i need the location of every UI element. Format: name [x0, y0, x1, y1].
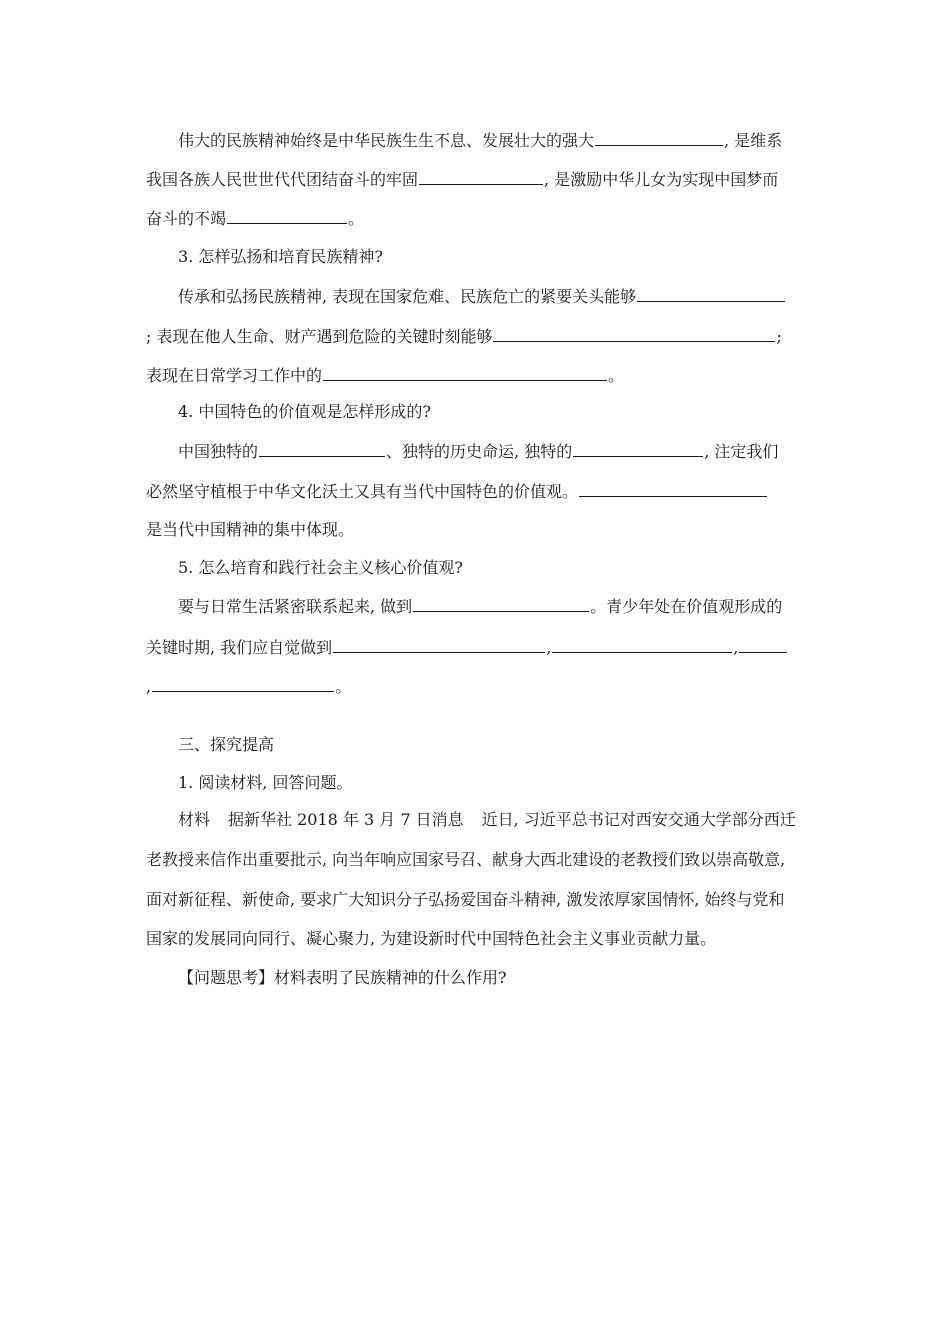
q2-text: 奋斗的不竭: [146, 209, 227, 228]
q3-text: 。: [608, 366, 625, 385]
material-line-1: [178, 808, 796, 832]
answer-blank[interactable]: [493, 323, 775, 342]
q5-line-1: [178, 593, 782, 617]
q3-text: 表现在日常学习工作中的: [146, 366, 323, 385]
q5-text: 。: [335, 677, 352, 696]
q5-line-3: [146, 673, 351, 697]
q5-heading: 5. 怎么培育和践行社会主义核心价值观?: [178, 558, 463, 577]
q4-text: , 注定我们: [704, 442, 779, 461]
q2-text: , 是维系: [724, 131, 783, 150]
answer-blank[interactable]: [323, 362, 607, 381]
answer-blank[interactable]: [637, 283, 785, 302]
question-1: 1. 阅读材料, 回答问题。: [178, 773, 353, 792]
answer-blank[interactable]: [573, 438, 703, 457]
material-line-3: 面对新征程、新使命, 要求广大知识分子弘扬爱国奋斗精神, 激发浓厚家国情怀, 始终与党和: [146, 890, 785, 909]
answer-blank[interactable]: [419, 166, 543, 185]
think-question: 【问题思考】材料表明了民族精神的什么作用?: [178, 968, 507, 987]
answer-blank[interactable]: [579, 478, 767, 497]
material-line-4: 国家的发展同向同行、凝心聚力, 为建设新时代中国特色社会主义事业贡献力量。: [146, 929, 717, 948]
q2-text: 我国各族人民世世代代团结奋斗的牢固: [146, 170, 419, 189]
q2-text: , 是激励中华儿女为实现中国梦而: [544, 170, 779, 189]
q3-line-1: [178, 283, 786, 307]
q5-text: 关键时期, 我们应自觉做到: [146, 638, 333, 657]
answer-blank[interactable]: [413, 593, 589, 612]
answer-blank[interactable]: [333, 634, 545, 653]
q2-line-1: [178, 127, 782, 151]
q3-line-3: [146, 362, 624, 386]
answer-blank[interactable]: [227, 205, 347, 224]
material-label: 材料: [178, 810, 211, 829]
answer-blank[interactable]: [259, 438, 385, 457]
q3-heading: 3. 怎样弘扬和培育民族精神?: [178, 247, 383, 266]
q5-text: 。青少年处在价值观形成的: [590, 597, 783, 616]
q4-line-2: [146, 478, 768, 502]
answer-blank[interactable]: [595, 127, 723, 146]
q5-text: 要与日常生活紧密联系起来, 做到: [178, 597, 413, 616]
q5-text: ,: [546, 638, 552, 657]
q3-text: ; 表现在他人生命、财产遇到危险的关键时刻能够: [146, 327, 493, 346]
q2-text: 伟大的民族精神始终是中华民族生生不息、发展壮大的强大: [178, 131, 595, 150]
material-text: 近日, 习近平总书记对西安交通大学部分西迁: [481, 810, 796, 829]
material-source: 据新华社 2018 年 3 月 7 日消息: [228, 810, 464, 829]
q4-line-1: [178, 438, 778, 462]
answer-blank[interactable]: [552, 634, 732, 653]
q3-line-2: [146, 323, 782, 347]
q4-text: 中国独特的: [178, 442, 259, 461]
q2-line-2: [146, 166, 778, 190]
q2-text: 。: [348, 209, 365, 228]
q4-line-3: 是当代中国精神的集中体现。: [146, 520, 355, 539]
q5-text: ,: [733, 638, 739, 657]
answer-blank[interactable]: [739, 634, 787, 653]
q5-line-2: [146, 634, 788, 658]
material-line-2: 老教授来信作出重要批示, 向当年响应国家号召、献身大西北建设的老教授们致以崇高敬意,: [146, 850, 786, 869]
section-heading: 三、探究提高: [178, 735, 275, 754]
q5-text: ,: [146, 677, 152, 696]
answer-blank[interactable]: [152, 673, 334, 692]
q4-text: 、独特的历史命运, 独特的: [386, 442, 573, 461]
q3-text: ;: [776, 327, 782, 346]
q2-line-3: [146, 205, 364, 229]
q4-heading: 4. 中国特色的价值观是怎样形成的?: [178, 402, 431, 421]
q3-text: 传承和弘扬民族精神, 表现在国家危难、民族危亡的紧要关头能够: [178, 287, 637, 306]
q4-text: 必然坚守植根于中华文化沃土又具有当代中国特色的价值观。: [146, 482, 579, 501]
